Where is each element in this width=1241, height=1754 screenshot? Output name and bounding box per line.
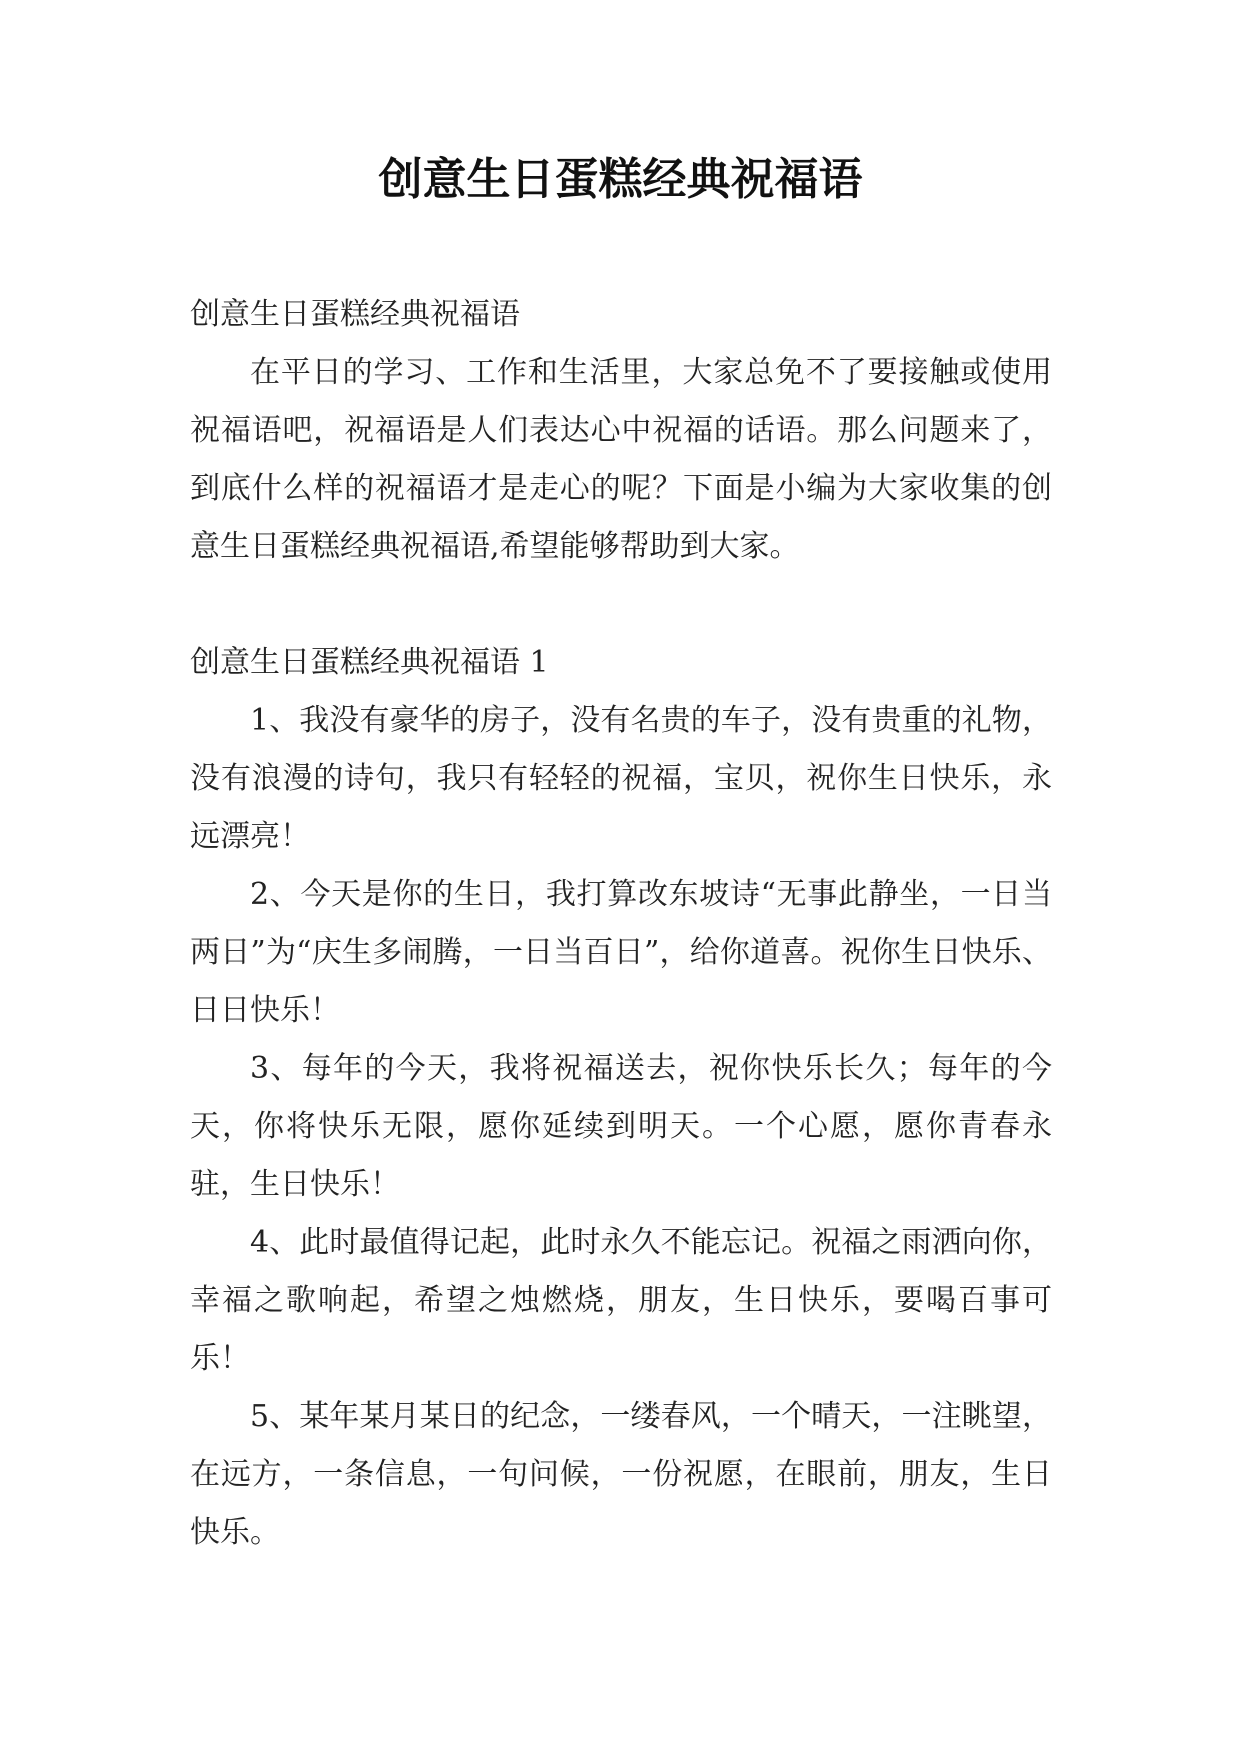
intro-paragraph: 在平日的学习、工作和生活里，大家总免不了要接触或使用祝福语吧，祝福语是人们表达心中祝福的话语。那么问题来了，到底什么样的祝福语才是走心的呢？下面是小编为大家收集的创意生日蛋糕经典祝福语,希望能够帮助到大家。 <box>190 355 1052 564</box>
blessing-item-5: 5、某年某月某日的纪念，一缕春风，一个晴天，一注眺望，在远方，一条信息，一句问候，一份祝愿，在眼前，朋友，生日快乐。 <box>190 1399 1052 1550</box>
blessing-item-4: 4、此时最值得记起，此时永久不能忘记。祝福之雨洒向你，幸福之歌响起，希望之烛燃烧，朋友，生日快乐，要喝百事可乐！ <box>190 1225 1052 1376</box>
blessing-item-2: 2、今天是你的生日，我打算改东坡诗“无事此静坐，一日当两日”为“庆生多闹腾，一日当百日”，给你道喜。祝你生日快乐、日日快乐！ <box>190 877 1052 1028</box>
document-title: 创意生日蛋糕经典祝福语 <box>378 154 863 205</box>
document-body <box>190 286 1052 1562</box>
blessing-item-1: 1、我没有豪华的房子，没有名贵的车子，没有贵重的礼物，没有浪漫的诗句，我只有轻轻的祝福，宝贝，祝你生日快乐，永远漂亮！ <box>190 703 1052 854</box>
paragraph-spacer <box>190 576 1052 634</box>
section-heading: 创意生日蛋糕经典祝福语 1 <box>190 645 549 680</box>
blessing-item-3: 3、每年的今天，我将祝福送去，祝你快乐长久；每年的今天，你将快乐无限，愿你延续到明天。一个心愿，愿你青春永驻，生日快乐！ <box>190 1051 1052 1202</box>
document-subtitle: 创意生日蛋糕经典祝福语 <box>190 297 520 332</box>
